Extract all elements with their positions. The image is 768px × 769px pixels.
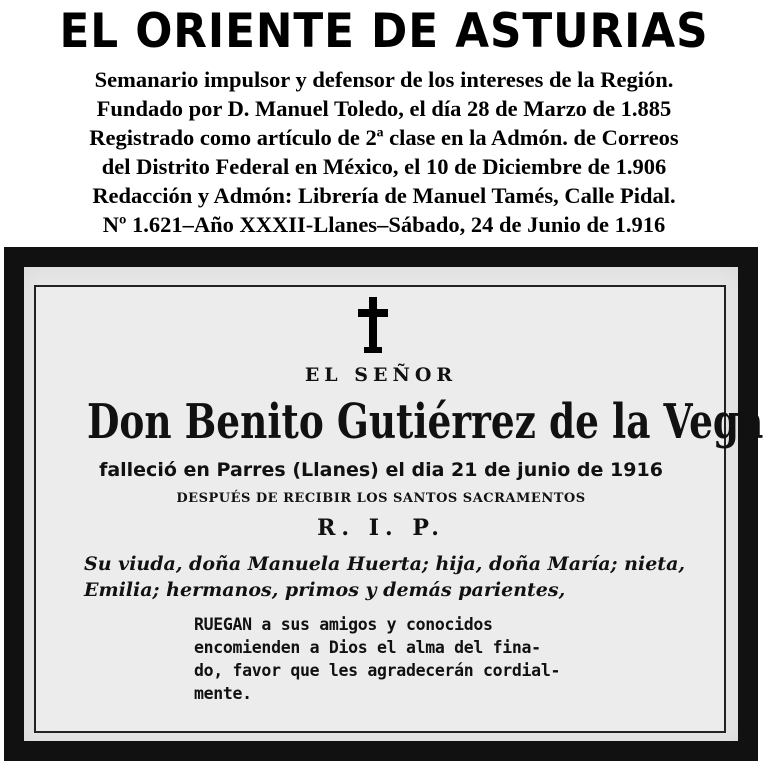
request-line: encomienden a Dios el alma del fina-: [194, 638, 541, 657]
masthead-line-founded: Fundado por D. Manuel Toledo, el día 28 de Marzo de 1.885: [96, 96, 672, 121]
request-line: mente.: [194, 684, 252, 703]
death-place-date: falleció en Parres (Llanes) el dia 21 de junio de 1916: [99, 459, 663, 481]
prayer-request: [194, 613, 734, 705]
masthead-line-tagline: Semanario impulsor y defensor de los intereses de la Región.: [94, 67, 674, 92]
request-line: RUEGAN a sus amigos y conocidos: [194, 615, 493, 634]
masthead: [0, 0, 768, 246]
family-mourners: [84, 551, 724, 603]
deceased-name: Don Benito Gutiérrez de la Vega: [86, 394, 764, 450]
masthead-line-issue: Nº 1.621–Año XXXII-Llanes–Sábado, 24 de Junio de 1.916: [102, 212, 666, 237]
el-senor-heading: EL SEÑOR: [304, 364, 458, 386]
rip-line: R. I. P.: [317, 515, 445, 541]
sacraments-line: DESPUÉS DE RECIBIR LOS SANTOS SACRAMENTOS: [176, 491, 586, 506]
cross-icon: [358, 297, 388, 353]
family-line: Emilia; hermanos, primos y demás parientes,: [84, 579, 566, 601]
masthead-info: [0, 65, 768, 239]
obituary-notice: [4, 247, 764, 761]
newspaper-title: EL ORIENTE DE ASTURIAS: [59, 4, 709, 59]
masthead-line-district: del Distrito Federal en México, el 10 de Diciembre de 1.906: [101, 154, 667, 179]
family-line: Su viuda, doña Manuela Huerta; hija, doña María; nieta,: [84, 553, 686, 575]
masthead-line-registered: Registrado como artículo de 2ª clase en la Admón. de Correos: [89, 125, 679, 150]
request-line: do, favor que les agradecerán cordial-: [194, 661, 561, 680]
masthead-line-editorial: Redacción y Admón: Librería de Manuel Tamés, Calle Pidal.: [92, 183, 676, 208]
